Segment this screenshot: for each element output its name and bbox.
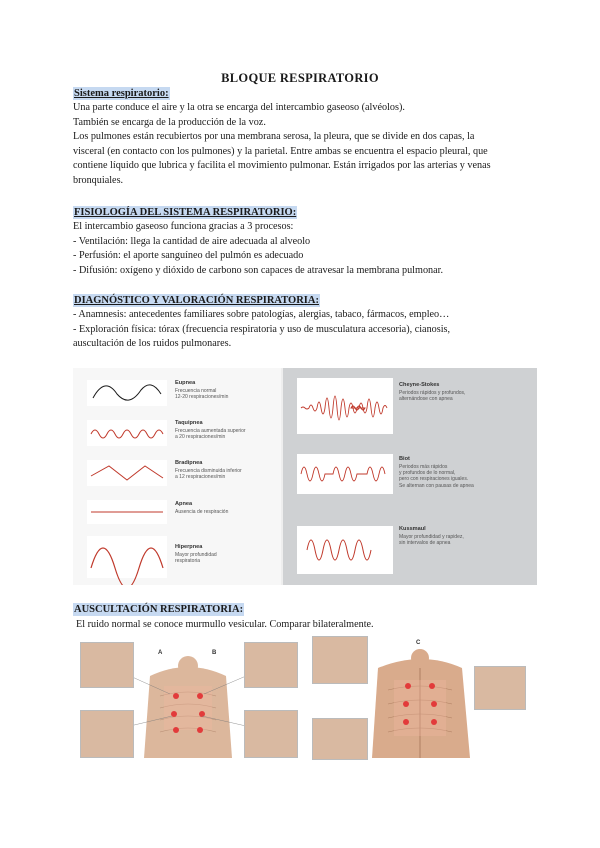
patterns-right-panel [283, 368, 537, 585]
auscultation-point [197, 693, 203, 699]
text-line: También se encarga de la producción de la voz. [73, 116, 266, 128]
pattern-name: Eupnea [175, 380, 196, 386]
pattern-name: Bradipnea [175, 460, 203, 466]
wave-box-kussmaul [297, 526, 393, 574]
back-lungs [394, 680, 446, 736]
wave-box-eupnea [87, 380, 167, 406]
paragraph-sistema [73, 101, 533, 189]
pattern-name: Hiperpnea [175, 544, 203, 550]
text-line: - Anamnesis: antecedentes familiares sobre patologías, alergias, tabaco, fármacos, empleo… [73, 309, 450, 320]
pattern-desc: Periodos rápidos y profundos, alternándose con apnea [399, 390, 466, 403]
pattern-desc: Mayor profundidad respiratoria [175, 552, 217, 565]
text-line: - Ventilación: llega la cantidad de aire adecuada al alveolo [73, 235, 311, 247]
text-line: Los pulmones están recubiertos por una membrana serosa, la pleura, que se divide en dos capas, la [73, 131, 475, 143]
photo-auscultation-5 [312, 636, 368, 684]
pattern-desc: Frecuencia normal 12-20 respiraciones/min [175, 388, 229, 401]
photo-auscultation-7 [474, 666, 526, 710]
pattern-name: Kussmaul [399, 526, 426, 532]
heading-auscultacion: AUSCULTACIÓN RESPIRATORIA: [74, 604, 244, 615]
heading-fisiologia: FISIOLOGÍA DEL SISTEMA RESPIRATORIO: [74, 207, 297, 218]
pattern-name: Apnea [175, 501, 193, 507]
back-torso-neck [411, 649, 429, 667]
auscultation-point [431, 719, 437, 725]
pattern-name: Biot [399, 456, 410, 462]
text-line: visceral (en contacto con los pulmones) y la parietal. Entre ambas se encuentra el espacio pleural, que [73, 145, 488, 157]
text-line: - Perfusión: el aporte sanguíneo del pulmón es adecuado [73, 250, 304, 262]
figure-letter: B [212, 650, 217, 656]
photo-auscultation-3 [244, 642, 298, 688]
wave-box-hiperpnea [87, 536, 167, 578]
photo-auscultation-1 [80, 642, 134, 688]
auscultation-point [173, 693, 179, 699]
text-line: Una parte conduce el aire y la otra se encarga del intercambio gaseoso (alvéolos). [73, 102, 405, 113]
pattern-desc: Frecuencia disminuida inferior a 12 respiraciones/min [175, 468, 242, 481]
auscultation-point [197, 727, 203, 733]
photo-auscultation-4 [244, 710, 298, 758]
auscultation-point [429, 683, 435, 689]
figure-letter: A [158, 650, 163, 656]
auscultation-point [431, 701, 437, 707]
pattern-name: Cheyne-Stokes [399, 382, 440, 388]
text-line: contiene líquido que lubrica y facilita el movimiento pulmonar. Están irrigados por las arterias y venas [73, 160, 491, 172]
pattern-desc: Mayor profundidad y rapidez, sin intervalos de apnea [399, 534, 464, 547]
auscultation-front-figure [80, 636, 296, 758]
front-lungs [164, 686, 212, 730]
text-line: El ruido normal se conoce murmullo vesicular. Comparar bilateralmente. [76, 619, 374, 630]
figure-letter: C [416, 640, 421, 646]
text-line: bronquiales. [73, 174, 124, 186]
text-line: auscultación de los ruidos pulmonares. [73, 338, 232, 350]
auscultation-back-figure [312, 634, 526, 758]
photo-auscultation-6 [312, 718, 368, 760]
paragraph-auscultacion [76, 618, 536, 633]
auscultation-point [405, 683, 411, 689]
pattern-desc: Frecuencia aumentada superior a 20 respiraciones/min [175, 428, 246, 441]
heading-sistema: Sistema respiratorio: [74, 88, 169, 99]
auscultation-point [403, 701, 409, 707]
text-line: - Exploración física: tórax (frecuencia respiratoria y uso de musculatura accesoria), cianosis, [73, 323, 451, 335]
pattern-desc: Ausencia de respiración [175, 509, 229, 515]
auscultation-point [403, 719, 409, 725]
paragraph-fisiologia [73, 220, 533, 278]
pattern-desc: Periodos más rápidos y profundos de lo normal, pero con respiraciones iguales. Se alternan con pausas de apnea [399, 464, 474, 489]
text-line: - Difusión: oxígeno y dióxido de carbono son capaces de atravesar la membrana pulmonar. [73, 264, 444, 276]
paragraph-diagnostico [73, 308, 533, 352]
page-title: BLOQUE RESPIRATORIO [221, 71, 379, 85]
heading-diagnostico: DIAGNÓSTICO Y VALORACIÓN RESPIRATORIA: [74, 295, 319, 306]
breathing-patterns-figure [73, 368, 537, 585]
patterns-left-panel [73, 368, 281, 585]
pattern-name: Taquipnea [175, 420, 203, 426]
auscultation-point [173, 727, 179, 733]
photo-auscultation-2 [80, 710, 134, 758]
front-torso-neck [178, 656, 198, 676]
text-line: El intercambio gaseoso funciona gracias a 3 procesos: [73, 221, 294, 232]
